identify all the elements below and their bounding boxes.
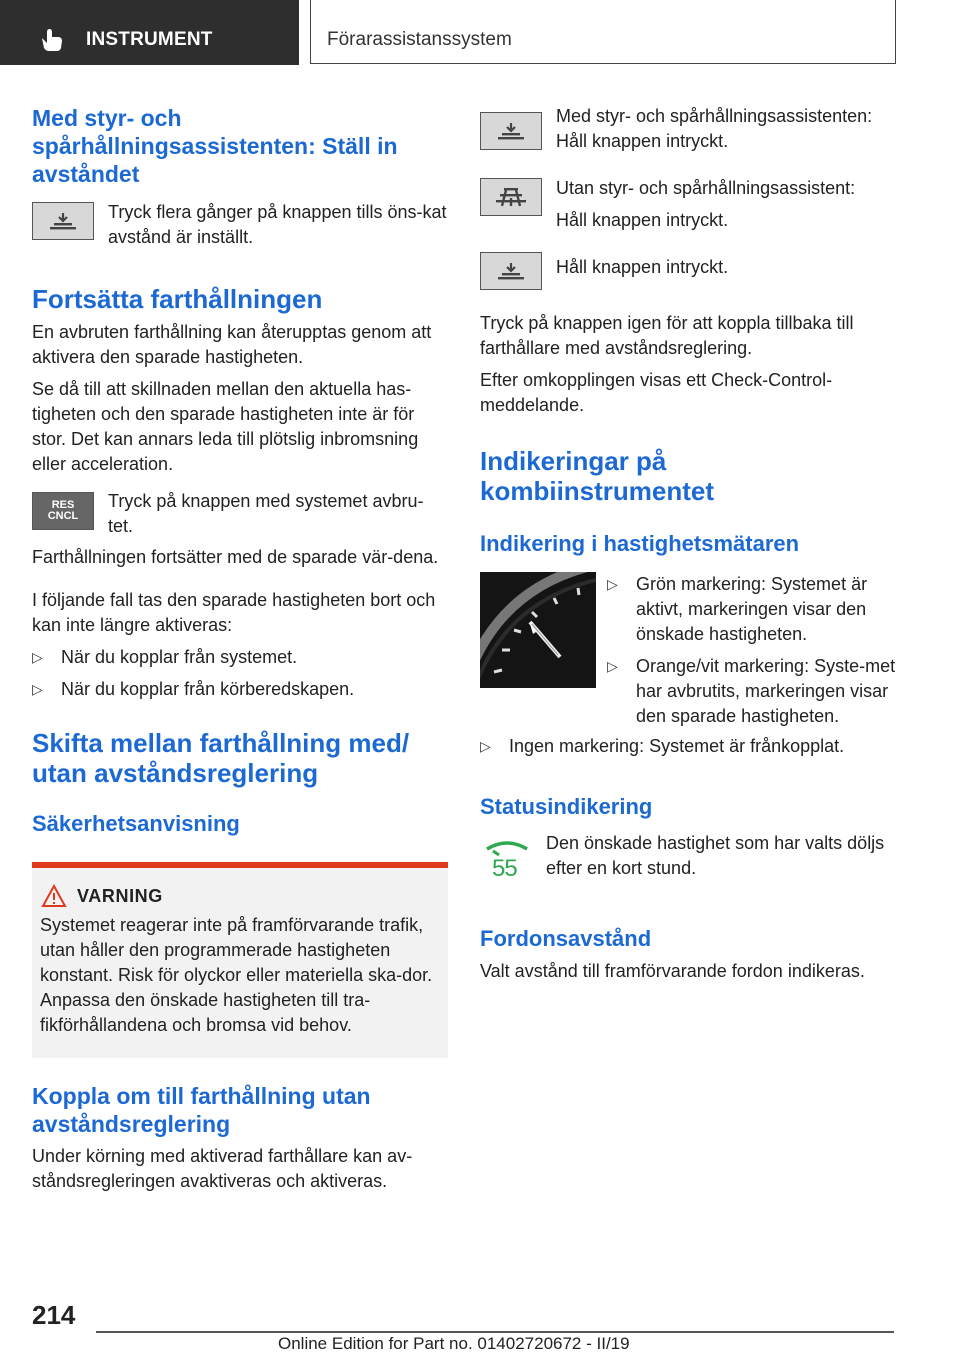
distance-button-icon xyxy=(480,252,542,290)
page-header xyxy=(0,0,960,66)
text: En avbruten farthållning kan återupptas genom att aktivera den sparade hastigheten. xyxy=(32,322,432,367)
lane-distance-button-icon xyxy=(480,178,542,216)
section-label: INSTRUMENT xyxy=(86,29,213,50)
warning-box xyxy=(32,862,448,1058)
list-item: ▷ När du kopplar från systemet. xyxy=(32,645,448,670)
text: Tryck flera gånger på knappen tills öns-kat avstånd är inställt. xyxy=(108,202,447,247)
text: Tryck på knappen med systemet avbru-tet. xyxy=(108,491,424,536)
list-item: ▷ Orange/vit markering: Syste-met har avbrutits, markeringen visar den sparade hastigheten. xyxy=(607,654,896,729)
status-speed-number: 55 xyxy=(492,855,517,882)
warning-text: Systemet reagerar inte på framförvarande trafik, utan håller den programmerade hastigheten konstant. Risk för olyckor eller materiella ska-dor. Anpassa den önskade hastigheten till tra-fikförhållandena och bromsa vid behov. xyxy=(40,915,433,1035)
speedometer-image xyxy=(480,572,596,688)
cncl-label: CNCL xyxy=(47,510,79,522)
text: Valt avstånd till framförvarande fordon indikeras. xyxy=(480,961,865,981)
button-row-2 xyxy=(480,176,896,233)
text: Håll knappen intryckt. xyxy=(556,210,729,230)
heading-set-distance: Med styr- och spårhållningsassistenten: Ställ in avståndet xyxy=(32,105,398,187)
left-column xyxy=(32,100,448,1194)
list-item: ▷ När du kopplar från körberedskapen. xyxy=(32,677,448,702)
list-item: ▷ Ingen markering: Systemet är frånkopplat. xyxy=(480,734,896,759)
distance-button-icon xyxy=(480,112,542,150)
text: Utan styr- och spårhållningsassistent: xyxy=(556,178,856,198)
section-tab xyxy=(0,0,299,65)
text: Håll knappen intryckt. xyxy=(556,257,729,277)
warning-title: VARNING xyxy=(77,886,163,906)
footer-divider xyxy=(96,1331,894,1333)
footer-edition: Online Edition for Part no. 01402720672 - II/19 xyxy=(278,1334,630,1353)
text: Med styr- och spårhållningsassistenten: Håll knappen intryckt. xyxy=(556,106,873,151)
button-row-3 xyxy=(480,255,896,280)
text: Den önskade hastighet som har valts döljs efter en kort stund. xyxy=(546,833,885,878)
page-number: 214 xyxy=(32,1300,76,1330)
text: Tryck på knappen igen för att koppla tillbaka till farthållare med avståndsreglering. xyxy=(480,313,854,358)
hand-icon xyxy=(38,26,66,57)
right-column xyxy=(480,100,896,984)
heading-resume: Fortsätta farthållningen xyxy=(32,284,323,314)
gauge-block xyxy=(480,572,896,744)
distance-button-row xyxy=(32,200,448,250)
chapter-title: Förarassistanssystem xyxy=(327,29,512,50)
res-cncl-button-icon xyxy=(32,492,94,530)
heading-status: Statusindikering xyxy=(480,794,653,819)
status-block xyxy=(480,831,896,891)
warning-title-row xyxy=(77,886,440,907)
text: Under körning med aktiverad farthållare kan av-ståndsregleringen avaktiveras och aktiveras. xyxy=(32,1146,413,1191)
text: I följande fall tas den sparade hastigheten bort och kan inte längre aktiveras: xyxy=(32,590,436,635)
heading-safety: Säkerhetsanvisning xyxy=(32,811,240,836)
distance-button-icon xyxy=(32,202,94,240)
text: Efter omkopplingen visas ett Check-Control-meddelande. xyxy=(480,370,833,415)
list xyxy=(480,734,896,759)
heading-switch-without: Koppla om till farthållning utan avståndsreglering xyxy=(32,1083,371,1137)
warning-triangle-icon xyxy=(41,884,67,908)
heading-vehicle-distance: Fordonsavstånd xyxy=(480,926,652,951)
heading-speedometer: Indikering i hastighetsmätaren xyxy=(480,531,800,556)
button-row-1 xyxy=(480,104,896,154)
status-speed-icon xyxy=(484,837,530,883)
chapter-box xyxy=(310,0,896,64)
heading-switch: Skifta mellan farthållning med/ utan avståndsreglering xyxy=(32,728,410,788)
text: Farthållningen fortsätter med de sparade vär-dena. xyxy=(32,547,439,567)
res-label: RES xyxy=(51,499,75,511)
heading-indications: Indikeringar på kombiinstrumentet xyxy=(480,446,715,506)
list xyxy=(32,645,448,702)
text: Se då till att skillnaden mellan den aktuella has-tigheten och den sparade hastigheten inte är för stor. Det kan annars leda till plötslig inbromsning eller acceleration. xyxy=(32,379,419,474)
res-button-row xyxy=(32,489,448,539)
gauge-list xyxy=(607,572,896,729)
list-item: ▷ Grön markering: Systemet är aktivt, markeringen visar den önskade hastigheten. xyxy=(607,572,896,647)
